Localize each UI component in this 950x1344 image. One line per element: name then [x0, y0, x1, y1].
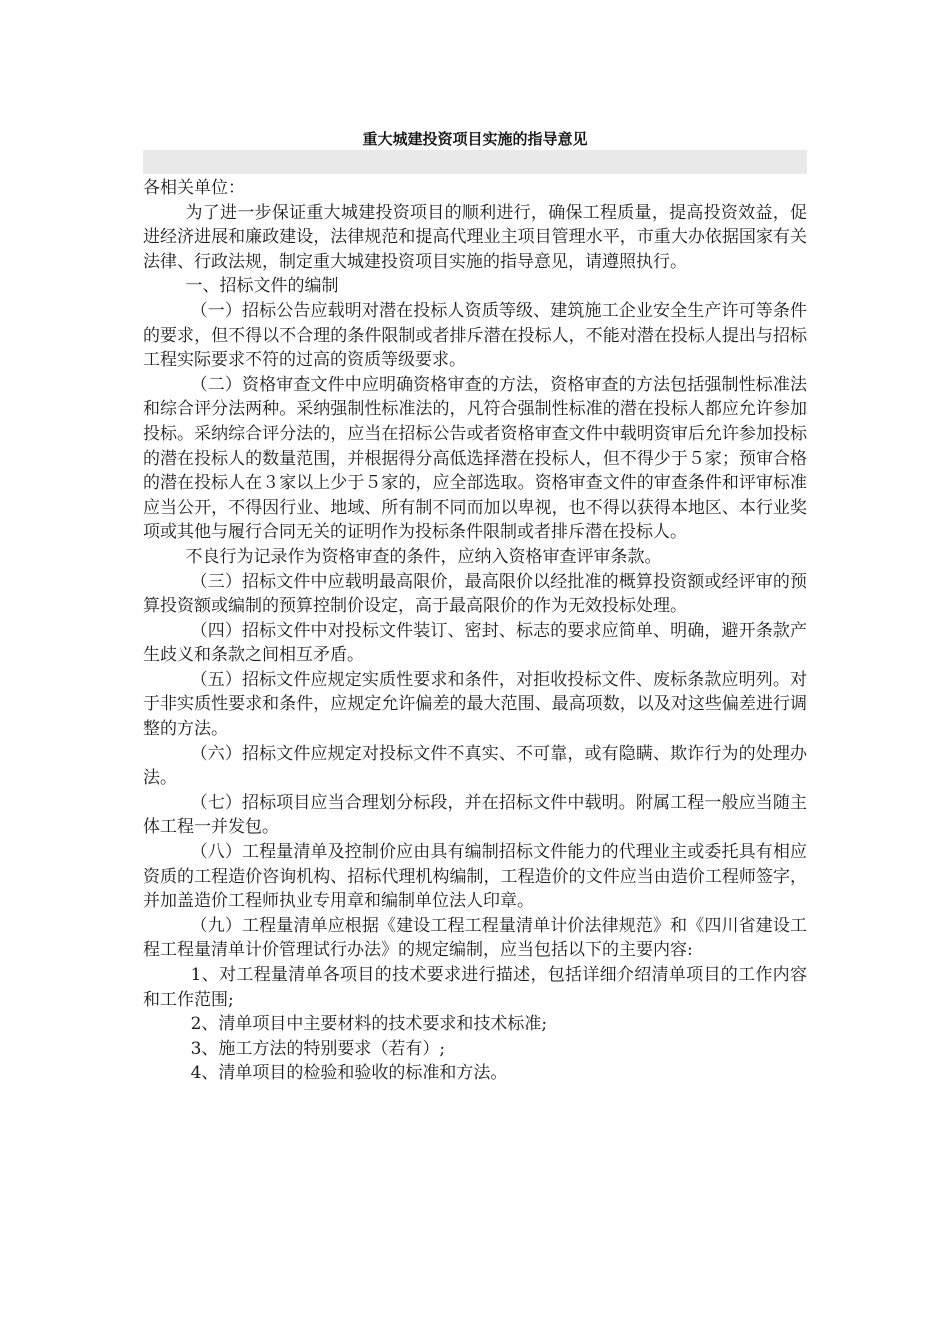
- list-item-3: 3、施工方法的特别要求（若有）;: [190, 1038, 446, 1059]
- paragraph-item-3: （三）招标文件中应载明最高限价，最高限价以经批准的概算投资额或经评审的预算投资额或编制的预算控制价设定，高于最高限价的作为无效投标处理。: [143, 571, 807, 617]
- document-body: [143, 176, 807, 1086]
- title-underline-bar: [143, 150, 807, 174]
- paragraph-item-5: （五）招标文件应规定实质性要求和条件，对拒收投标文件、废标条款应明列。对于非实质性要求和条件，应规定允许偏差的最大范围、最高项数，以及对这些偏差进行调整的方法。: [143, 669, 807, 740]
- paragraph-item-7: （七）招标项目应当合理划分标段，并在招标文件中载明。附属工程一般应当随主体工程一并发包。: [143, 792, 807, 838]
- paragraph-item-2: （二）资格审查文件中应明确资格审查的方法，资格审查的方法包括强制性标准法和综合评分法两种。采纳强制性标准法的，凡符合强制性标准的潜在投标人都应允许参加投标。采纳综合评分法的，应当在招标公告或者资格审查文件中载明资审后允许参加投标的潜在投标人的数量范围，并根据得分高低选择潜在投标人，但不得少于５家；预审合格的潜在投标人在３家以上少于５家的，应全部选取。资格审查文件的审查条件和评审标准应当公开，不得因行业、地域、所有制不同而加以卑视，也不得以获得本地区、本行业奖项或其他与履行合同无关的证明作为投标条件限制或者排斥潜在投标人。: [143, 374, 807, 543]
- paragraph-item-1: （一）招标公告应载明对潜在投标人资质等级、建筑施工企业安全生产许可等条件的要求，但不得以不合理的条件限制或者排斥潜在投标人，不能对潜在投标人提出与招标工程实际要求不符的过高的资质等级要求。: [143, 300, 807, 371]
- paragraph-item-9: （九）工程量清单应根据《建设工程工程量清单计价法律规范》和《四川省建设工程工程量清单计价管理试行办法》的规定编制，应当包括以下的主要内容:: [143, 915, 807, 961]
- list-item-1: 1、对工程量清单各项目的技术要求进行描述，包括详细介绍清单项目的工作内容和工作范围;: [143, 965, 807, 1010]
- list-item-2: 2、清单项目中主要材料的技术要求和技术标准;: [190, 1014, 548, 1035]
- paragraph-item-2b: 不良行为记录作为资格审查的条件，应纳入资格审查评审条款。: [185, 546, 662, 567]
- salutation: 各相关单位：: [143, 178, 245, 198]
- section-heading: 一、招标文件的编制: [185, 276, 339, 297]
- paragraph-item-6: （六）招标文件应规定对投标文件不真实、不可靠，或有隐瞒、欺诈行为的处理办法。: [143, 743, 807, 789]
- document-title: 重大城建投资项目实施的指导意见: [362, 130, 588, 148]
- list-item-4: 4、清单项目的检验和验收的标准和方法。: [190, 1063, 508, 1084]
- paragraph-intro: 为了进一步保证重大城建投资项目的顺利进行，确保工程质量，提高投资效益，促进经济进展和廉政建设，法律规范和提高代理业主项目管理水平，市重大办依据国家有关法律、行政法规，制定重大城建投资项目实施的指导意见，请遵照执行。: [143, 202, 807, 272]
- document: [143, 128, 807, 1086]
- paragraph-item-4: （四）招标文件中对投标文件装订、密封、标志的要求应简单、明确，避开条款产生歧义和条款之间相互矛盾。: [143, 620, 807, 666]
- paragraph-item-8: （八）工程量清单及控制价应由具有编制招标文件能力的代理业主或委托具有相应资质的工程造价咨询机构、招标代理机构编制，工程造价的文件应当由造价工程师签字，并加盖造价工程师执业专用章和编制单位法人印章。: [143, 842, 807, 912]
